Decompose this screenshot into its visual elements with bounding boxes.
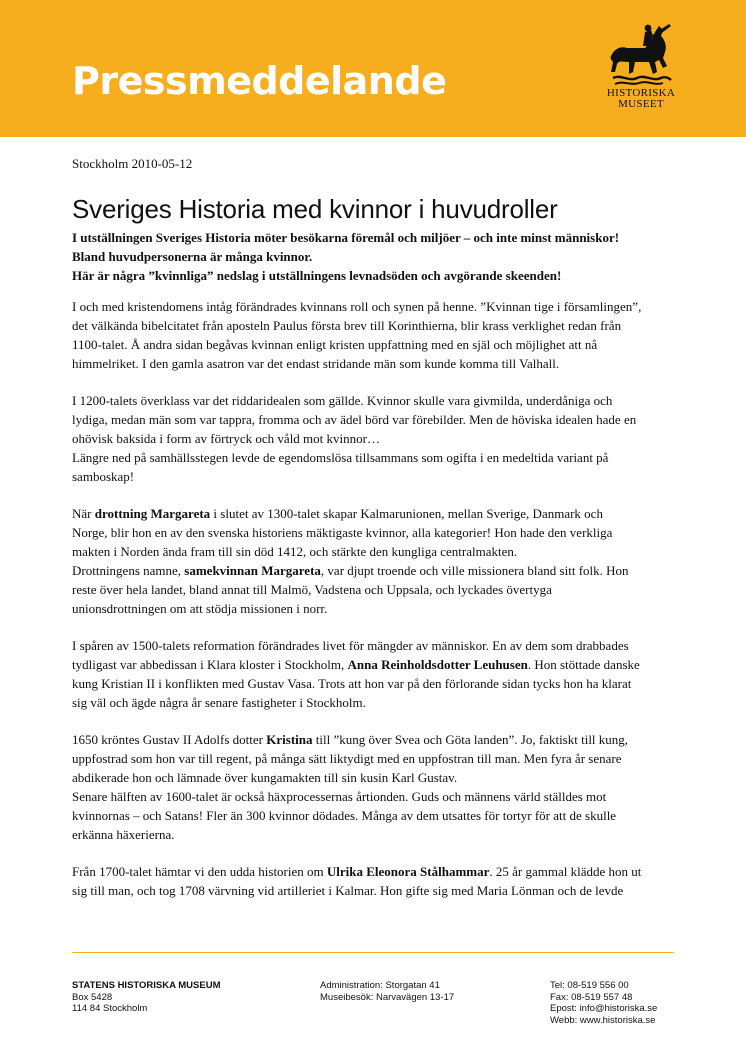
- footer-org-name: STATENS HISTORISKA MUSEUM: [72, 980, 221, 991]
- body-line: [72, 580, 678, 599]
- text-segment: , var djupt troende och ville missionera bland sitt folk. Hon: [320, 563, 629, 578]
- banner-title: Pressmeddelande: [72, 59, 447, 103]
- footer-fax: Fax: 08-519 557 48: [550, 991, 633, 1003]
- body-line: [72, 730, 678, 749]
- text-segment: erkänna häxerierna.: [72, 827, 175, 842]
- text-segment: kvinnornas – och Satans! Fler än 300 kvinnor dödades. Många av dem utsattes för tortyr för att de skulle: [72, 808, 617, 823]
- text-segment: i slutet av 1300-talet skapar Kalmarunionen, mellan Sverige, Danmark och: [210, 506, 603, 521]
- text-segment: unionsdrottningen om att stödja missionen i norr.: [72, 601, 328, 616]
- footer-website[interactable]: Webb: www.historiska.se: [550, 1014, 656, 1026]
- text-segment: . Hon stöttade danske: [527, 657, 640, 672]
- body-paragraph: [72, 730, 678, 844]
- highlighted-name: Anna Reinholdsdotter Leuhusen: [347, 657, 528, 672]
- highlighted-name: samekvinnan Margareta: [184, 563, 321, 578]
- horse-rider-logo-icon: [605, 22, 677, 88]
- footer-phone: Tel: 08-519 556 00: [550, 980, 629, 991]
- lead-paragraph: [72, 228, 678, 285]
- body-line: [72, 542, 678, 561]
- body-line: [72, 467, 678, 486]
- text-segment: 1650 kröntes Gustav II Adolfs dotter: [72, 732, 267, 747]
- text-segment: himmelriket. I den gamla asatron var det endast stridande män som kunde komma till Valhall.: [72, 356, 560, 371]
- body-line: [72, 825, 678, 844]
- text-segment: I 1200-talets överklass var det riddaridealen som gällde. Kvinnor skulle vara givmilda, underdåniga och: [72, 393, 613, 408]
- body-paragraph: [72, 636, 678, 712]
- text-segment: reste över hela landet, bland annat till Malmö, Vadstena och Uppsala, och lyckades övertyga: [72, 582, 552, 597]
- logo-text-line1: HISTORISKA: [606, 87, 676, 99]
- text-segment: 1100-talet. Å andra sidan begåvas kvinnan enligt kristen uppfattning med en själ och möjlighet att nå: [72, 337, 598, 352]
- release-date: Stockholm 2010-05-12: [72, 156, 193, 171]
- lead-line: Bland huvudpersonerna är många kvinnor.: [72, 249, 313, 264]
- text-segment: sig väl och ägde några år senare fastigheter i Stockholm.: [72, 695, 366, 710]
- text-segment: Från 1700-talet hämtar vi den udda historien om: [72, 864, 327, 879]
- footer-box: Box 5428: [72, 991, 113, 1003]
- body-line: [72, 636, 678, 655]
- body-line: [72, 806, 678, 825]
- body-line: [72, 523, 678, 542]
- footer-administration: Administration: Storgatan 41: [320, 980, 440, 991]
- lead-line: Här är några ”kvinnliga” nedslag i utställningens levnadsöden och avgörande skeenden!: [72, 268, 562, 283]
- body-line: [72, 354, 678, 373]
- body-paragraph: [72, 862, 678, 900]
- body-line: [72, 599, 678, 618]
- text-segment: . 25 år gammal klädde hon ut: [489, 864, 642, 879]
- body-line: [72, 448, 678, 467]
- museum-logo[interactable]: [596, 22, 686, 132]
- highlighted-name: Ulrika Eleonora Stålhammar: [326, 864, 490, 879]
- footer-email[interactable]: Epost: info@historiska.se: [550, 1003, 658, 1014]
- footer-museum-visit: Museibesök: Narvavägen 13-17: [320, 991, 455, 1003]
- body-line: [72, 316, 678, 335]
- text-segment: lydiga, medan män som var tappra, fromma och av ädel börd var förebilder. Men de höviska idealen hade en: [72, 412, 637, 427]
- body-line: [72, 881, 678, 900]
- text-segment: till ”kung över Svea och Göta landen”. Jo, faktiskt till kung,: [312, 732, 629, 747]
- body-paragraph: [72, 391, 678, 486]
- body-line: [72, 693, 678, 712]
- headline: Sveriges Historia med kvinnor i huvudroller: [72, 194, 558, 224]
- text-segment: När: [72, 506, 95, 521]
- body-paragraph: [72, 504, 678, 618]
- body-paragraph: [72, 297, 678, 373]
- body-line: [72, 297, 678, 316]
- text-segment: samboskap!: [72, 469, 135, 484]
- footer-divider: [72, 952, 674, 953]
- text-segment: Drottningens namne,: [72, 563, 185, 578]
- body-line: [72, 410, 678, 429]
- text-segment: sig till man, och tog 1708 värvning vid artilleriet i Kalmar. Hon gifte sig med Maria Lönman och de levde: [72, 883, 624, 898]
- text-segment: Norge, blir hon en av den svenska historiens mäktigaste kvinnor, alla kategorier! Hon hade den verkliga: [72, 525, 613, 540]
- body-line: [72, 655, 678, 674]
- body-line: [72, 787, 678, 806]
- press-release-content: [72, 156, 678, 918]
- footer-address: [72, 980, 221, 1015]
- header-banner: [0, 0, 746, 137]
- body-line: [72, 674, 678, 693]
- body-text: [72, 297, 678, 900]
- text-segment: I och med kristendomens intåg förändrades kvinnans roll och synen på henne. ”Kvinnan tige i församlingen”,: [72, 299, 642, 314]
- text-segment: uppfostrad som hon var till regent, på många sätt liktydigt med en uppfostran till man. Men fyra år senare: [72, 751, 622, 766]
- text-segment: tydligast var abbedissan i Klara kloster i Stockholm,: [72, 657, 348, 672]
- text-segment: Senare hälften av 1600-talet är också häxprocessernas årtionden. Guds och männens värld ställdes mot: [72, 789, 607, 804]
- text-segment: det välkända bibelcitatet från aposteln Paulus första brev till Korinthierna, blir krass verklighet redan från: [72, 318, 622, 333]
- body-line: [72, 391, 678, 410]
- text-segment: ohövisk baksida i form av förtryck och våld mot kvinnor…: [72, 431, 380, 446]
- body-line: [72, 504, 678, 523]
- text-segment: I spåren av 1500-talets reformation förändrades livet för mängder av människor. En av dem som drabbades: [72, 638, 629, 653]
- highlighted-name: Kristina: [266, 732, 313, 747]
- body-line: [72, 862, 678, 881]
- body-line: [72, 561, 678, 580]
- body-line: [72, 429, 678, 448]
- body-line: [72, 335, 678, 354]
- body-line: [72, 749, 678, 768]
- highlighted-name: drottning Margareta: [94, 506, 211, 521]
- text-segment: abdikerade hon och lämnade över kungamakten till sin kusin Karl Gustav.: [72, 770, 458, 785]
- footer-visiting: [320, 980, 454, 1003]
- logo-text-line2: MUSEET: [618, 98, 664, 110]
- footer-postal: 114 84 Stockholm: [72, 1003, 148, 1014]
- text-segment: kung Kristian II i konflikten med Gustav Vasa. Trots att hon var på den förlorande sidan tycks hon ha klarat: [72, 676, 632, 691]
- text-segment: Längre ned på samhällsstegen levde de egendomslösa tillsammans som ogifta i en medeltida variant på: [72, 450, 609, 465]
- body-line: [72, 768, 678, 787]
- lead-line: I utställningen Sveriges Historia möter besökarna föremål och miljöer – och inte minst människor!: [72, 230, 620, 245]
- text-segment: makten i Norden ända fram till sin död 1412, och stärkte den kungliga centralmakten.: [72, 544, 518, 559]
- footer-contact: [550, 980, 657, 1026]
